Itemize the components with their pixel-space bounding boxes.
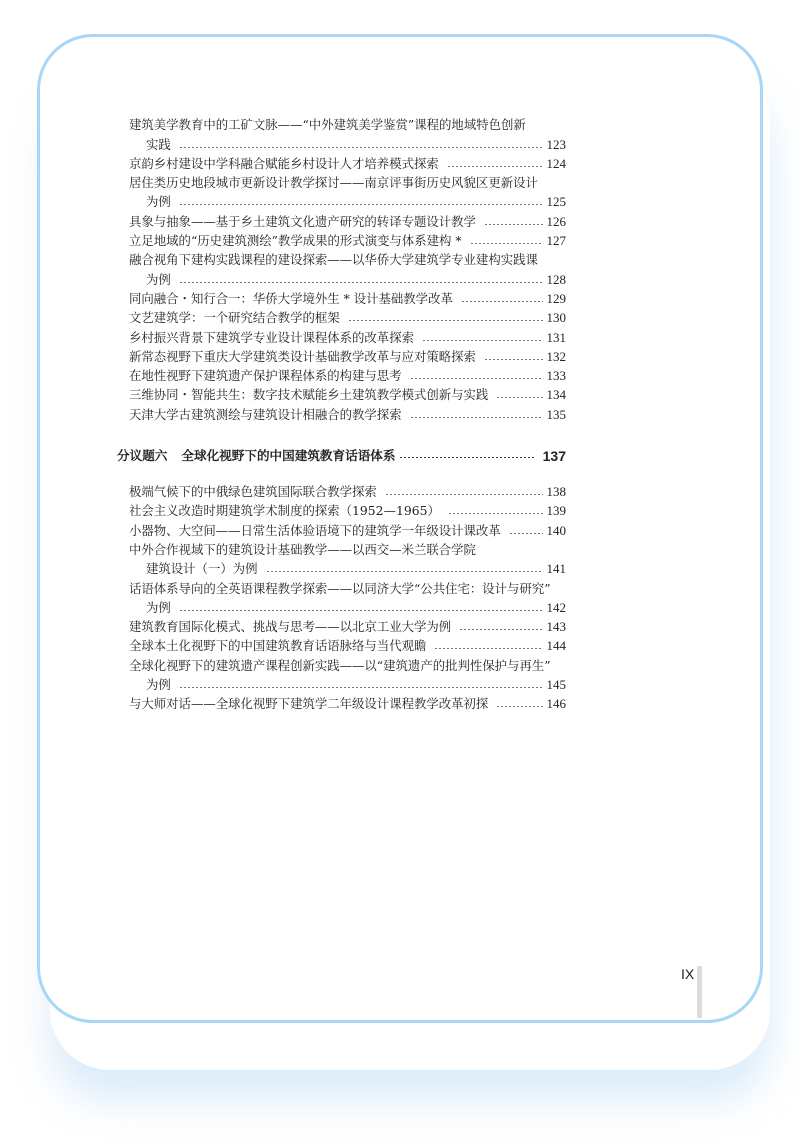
toc-entry-line: [129, 578, 566, 597]
dot-leader: [484, 359, 543, 360]
toc-entry-line: [129, 617, 566, 636]
toc-entry[interactable]: [129, 154, 566, 173]
dot-leader: [179, 610, 543, 611]
toc-entry[interactable]: [129, 520, 566, 539]
dot-leader: [410, 417, 543, 418]
entry-title: 居住类历史地段城市更新设计教学探讨——南京评事街历史风貌区更新设计: [129, 175, 538, 191]
entry-title: 实践: [146, 136, 171, 152]
toc-entry[interactable]: [129, 289, 566, 308]
toc-entry[interactable]: [129, 636, 566, 655]
toc-entry-line: [129, 289, 566, 308]
toc-entry-line: [129, 559, 566, 578]
entry-page-number: 135: [546, 406, 566, 422]
entry-title: 中外合作视域下的建筑设计基础教学——以西交—米兰联合学院: [129, 541, 476, 557]
toc-entry[interactable]: [129, 655, 566, 694]
entry-page-number: 129: [546, 290, 566, 306]
dot-leader: [448, 513, 543, 514]
entry-title: 全球本土化视野下的中国建筑教育话语脉络与当代观瞻: [129, 638, 427, 654]
entry-title: 建筑美学教育中的工矿文脉——“中外建筑美学鉴赏”课程的地域特色创新: [129, 117, 526, 133]
entry-title: 文艺建筑学：一个研究结合教学的框架: [129, 310, 340, 326]
toc-entry-line: [129, 598, 566, 617]
entry-title: 立足地域的“历史建筑测绘”教学成果的形式演变与体系建构 *: [129, 233, 462, 249]
entry-title: 为例: [146, 271, 171, 287]
entry-title: 社会主义改造时期建筑学术制度的探索（1952—1965）: [129, 503, 440, 519]
entry-page-number: 144: [546, 638, 566, 654]
dot-leader: [348, 320, 543, 321]
toc-entry[interactable]: [129, 482, 566, 501]
toc-entry-line: [129, 231, 566, 250]
toc-entry-line: [129, 115, 566, 134]
entry-page-number: 130: [546, 310, 566, 326]
toc-entry-line: [129, 404, 566, 423]
entry-page-number: 126: [546, 213, 566, 229]
toc-entry-line: [129, 192, 566, 211]
dot-leader: [179, 282, 543, 283]
entry-page-number: 142: [546, 599, 566, 615]
toc-entry-line: [129, 211, 566, 230]
toc-entry[interactable]: [129, 173, 566, 212]
dot-leader: [179, 687, 543, 688]
dot-leader: [422, 340, 543, 341]
entry-page-number: 132: [546, 348, 566, 364]
entry-title: 融合视角下建构实践课程的建设探索——以华侨大学建筑学专业建构实践课: [129, 252, 538, 268]
entry-page-number: 124: [546, 155, 566, 171]
toc-entry[interactable]: [129, 115, 566, 154]
entry-page-number: 127: [546, 233, 566, 249]
entry-page-number: 139: [546, 503, 566, 519]
entry-title: 话语体系导向的全英语课程教学探索——以同济大学“公共住宅：设计与研究”: [129, 580, 551, 596]
dot-leader: [434, 648, 542, 649]
dot-leader: [509, 533, 543, 534]
section-title: 全球化视野下的中国建筑教育话语体系: [181, 447, 396, 463]
entry-title: 极端气候下的中俄绿色建筑国际联合教学探索: [129, 484, 377, 500]
entry-title: 天津大学古建筑测绘与建筑设计相融合的教学探索: [129, 406, 402, 422]
section-number: 分议题六: [117, 447, 168, 463]
toc-entry-line: [129, 308, 566, 327]
toc-entry-line: [129, 482, 566, 501]
entry-page-number: 140: [546, 522, 566, 538]
toc-entry[interactable]: [129, 250, 566, 289]
entry-page-number: 145: [546, 677, 566, 693]
entry-page-number: 128: [546, 271, 566, 287]
entry-title: 为例: [146, 599, 171, 615]
toc-entry-line: [129, 694, 566, 713]
toc-entry[interactable]: [129, 347, 566, 366]
toc-entry-line: [129, 675, 566, 694]
entry-title: 全球化视野下的建筑遗产课程创新实践——以“建筑遗产的批判性保护与再生”: [129, 657, 551, 673]
toc-entry-line: [129, 154, 566, 173]
dot-leader: [459, 629, 542, 630]
toc-entry[interactable]: [129, 385, 566, 404]
entry-page-number: 141: [546, 561, 566, 577]
toc-entry-line: [129, 520, 566, 539]
toc-entry-line: [129, 269, 566, 288]
toc-entry[interactable]: [129, 578, 566, 617]
entry-title: 建筑教育国际化模式、挑战与思考——以北京工业大学为例: [129, 619, 452, 635]
table-of-contents: [117, 115, 566, 713]
dot-leader: [399, 457, 534, 458]
entry-page-number: 146: [546, 696, 566, 712]
toc-entry-line: [129, 250, 566, 269]
folio-bar: [697, 966, 702, 1018]
entry-title: 在地性视野下建筑遗产保护课程体系的构建与思考: [129, 368, 402, 384]
entry-page-number: 133: [546, 368, 566, 384]
toc-entry-line: [129, 134, 566, 153]
entry-title: 具象与抽象——基于乡土建筑文化遗产研究的转译专题设计教学: [129, 213, 476, 229]
toc-entry[interactable]: [129, 366, 566, 385]
dot-leader: [385, 494, 543, 495]
dot-leader: [470, 243, 543, 244]
entry-title: 乡村振兴背景下建筑学专业设计课程体系的改革探索: [129, 329, 414, 345]
toc-entry[interactable]: [129, 540, 566, 579]
section-page-number: 137: [542, 447, 566, 464]
entry-title: 三维协同・智能共生：数字技术赋能乡土建筑教学模式创新与实践: [129, 387, 489, 403]
entry-title: 同向融合・知行合一：华侨大学境外生 * 设计基础教学改革: [129, 290, 453, 306]
entry-title: 京韵乡村建设中学科融合赋能乡村设计人才培养模式探索: [129, 155, 439, 171]
dot-leader: [496, 706, 542, 707]
dot-leader: [447, 166, 543, 167]
entry-title: 为例: [146, 677, 171, 693]
entry-title: 建筑设计（一）为例: [146, 561, 258, 577]
entry-page-number: 143: [546, 619, 566, 635]
page-folio: IX: [681, 966, 695, 982]
entry-page-number: 134: [546, 387, 566, 403]
toc-entry-line: [129, 636, 566, 655]
toc-entry-line: [129, 327, 566, 346]
entry-page-number: 125: [546, 194, 566, 210]
dot-leader: [496, 397, 542, 398]
toc-group-b: [129, 482, 566, 714]
toc-entry[interactable]: [129, 211, 566, 230]
toc-entry-line: [129, 173, 566, 192]
entry-page-number: 123: [546, 136, 566, 152]
toc-entry-line: [129, 540, 566, 559]
toc-entry[interactable]: [129, 617, 566, 636]
entry-title: 与大师对话——全球化视野下建筑学二年级设计课程教学改革初探: [129, 696, 489, 712]
toc-entry-line: [129, 366, 566, 385]
section-heading[interactable]: [117, 444, 566, 464]
toc-entry-line: [129, 501, 566, 520]
toc-entry[interactable]: [129, 501, 566, 520]
entry-page-number: 138: [546, 484, 566, 500]
toc-entry[interactable]: [129, 308, 566, 327]
toc-entry[interactable]: [129, 327, 566, 346]
entry-title: 为例: [146, 194, 171, 210]
dot-leader: [179, 204, 543, 205]
dot-leader: [484, 224, 543, 225]
dot-leader: [266, 571, 543, 572]
toc-group-a: [129, 115, 566, 424]
entry-title: 小器物、大空间——日常生活体验语境下的建筑学一年级设计课改革: [129, 522, 501, 538]
toc-entry-line: [129, 347, 566, 366]
toc-entry[interactable]: [129, 694, 566, 713]
dot-leader: [461, 301, 543, 302]
toc-entry-line: [129, 655, 566, 674]
toc-entry[interactable]: [129, 231, 566, 250]
dot-leader: [179, 147, 543, 148]
toc-entry-line: [129, 385, 566, 404]
toc-entry[interactable]: [129, 404, 566, 423]
dot-leader: [410, 378, 543, 379]
entry-title: 新常态视野下重庆大学建筑类设计基础教学改革与应对策略探索: [129, 348, 476, 364]
entry-page-number: 131: [546, 329, 566, 345]
